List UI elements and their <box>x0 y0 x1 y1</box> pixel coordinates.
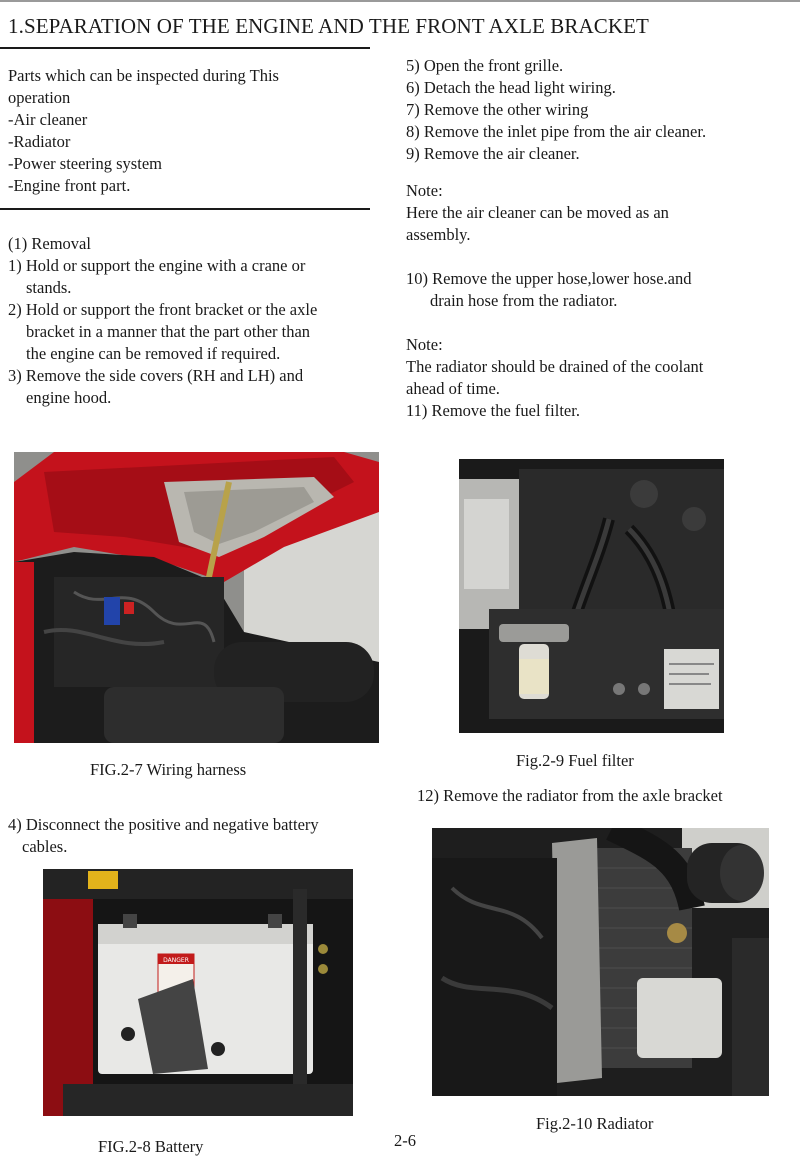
step-8: 8) Remove the inlet pipe from the air cleaner. <box>406 122 707 141</box>
inspection-line: -Power steering system <box>8 154 162 173</box>
removal-step-2: 2) Hold or support the front bracket or the axle <box>8 300 318 319</box>
removal-step-2-cont: the engine can be removed if required. <box>26 344 281 363</box>
inspection-box <box>8 65 368 197</box>
wiring-harness-photo <box>14 452 379 743</box>
section-title: 1.SEPARATION OF THE ENGINE AND THE FRONT AXLE BRACKET <box>8 14 649 38</box>
fuel-filter-photo <box>459 459 724 733</box>
figure-wiring-harness <box>14 452 379 743</box>
note-label: Note: <box>406 335 443 354</box>
note-line: The radiator should be drained of the coolant <box>406 357 704 376</box>
step-10-line: 10) Remove the upper hose,lower hose.and <box>406 269 692 288</box>
right-steps <box>406 55 796 165</box>
step-9: 9) Remove the air cleaner. <box>406 144 580 163</box>
step-5: 5) Open the front grille. <box>406 56 564 75</box>
removal-step-3-cont: engine hood. <box>26 388 112 407</box>
inspection-line: Parts which can be inspected during This <box>8 66 279 85</box>
note-line: Here the air cleaner can be moved as an <box>406 203 669 222</box>
note-air-cleaner <box>406 180 796 246</box>
page-number: 2-6 <box>394 1131 416 1150</box>
note-line: assembly. <box>406 225 471 244</box>
top-border <box>0 0 800 2</box>
figure-fuel-filter <box>459 459 724 733</box>
step-7: 7) Remove the other wiring <box>406 100 589 119</box>
removal-step-2-cont: bracket in a manner that the part other than <box>26 322 311 341</box>
step-6: 6) Detach the head light wiring. <box>406 78 616 97</box>
danger-label-text: DANGER <box>163 957 189 964</box>
step-4-line: 4) Disconnect the positive and negative battery <box>8 815 319 834</box>
inspection-line: -Radiator <box>8 132 71 151</box>
inspection-line: -Air cleaner <box>8 110 88 129</box>
radiator-photo <box>432 828 769 1096</box>
note-line: ahead of time. <box>406 379 500 398</box>
caption-fig-2-9: Fig.2-9 Fuel filter <box>516 751 634 770</box>
figure-radiator <box>432 828 769 1096</box>
removal-step-1-cont: stands. <box>26 278 72 297</box>
title-underline <box>0 47 370 49</box>
step-11: 11) Remove the fuel filter. <box>406 401 580 420</box>
removal-heading: (1) Removal <box>8 234 91 253</box>
caption-fig-2-8: FIG.2-8 Battery <box>98 1137 204 1156</box>
inspection-line: -Engine front part. <box>8 176 131 195</box>
figure-battery <box>43 869 353 1116</box>
step-4 <box>8 814 378 858</box>
inspection-line: operation <box>8 88 71 107</box>
step-4-cont: cables. <box>22 837 68 856</box>
step-10-cont: drain hose from the radiator. <box>430 291 618 310</box>
removal-step-1: 1) Hold or support the engine with a crane or <box>8 256 306 275</box>
note-label: Note: <box>406 181 443 200</box>
inspection-box-rule <box>0 208 370 210</box>
note-radiator <box>406 334 796 422</box>
caption-fig-2-7: FIG.2-7 Wiring harness <box>90 760 247 779</box>
removal-step-3: 3) Remove the side covers (RH and LH) and <box>8 366 304 385</box>
removal-section <box>8 233 370 409</box>
battery-photo <box>43 869 353 1116</box>
caption-fig-2-10: Fig.2-10 Radiator <box>536 1114 654 1133</box>
step-12: 12) Remove the radiator from the axle bracket <box>417 786 723 805</box>
step-10 <box>406 268 796 312</box>
